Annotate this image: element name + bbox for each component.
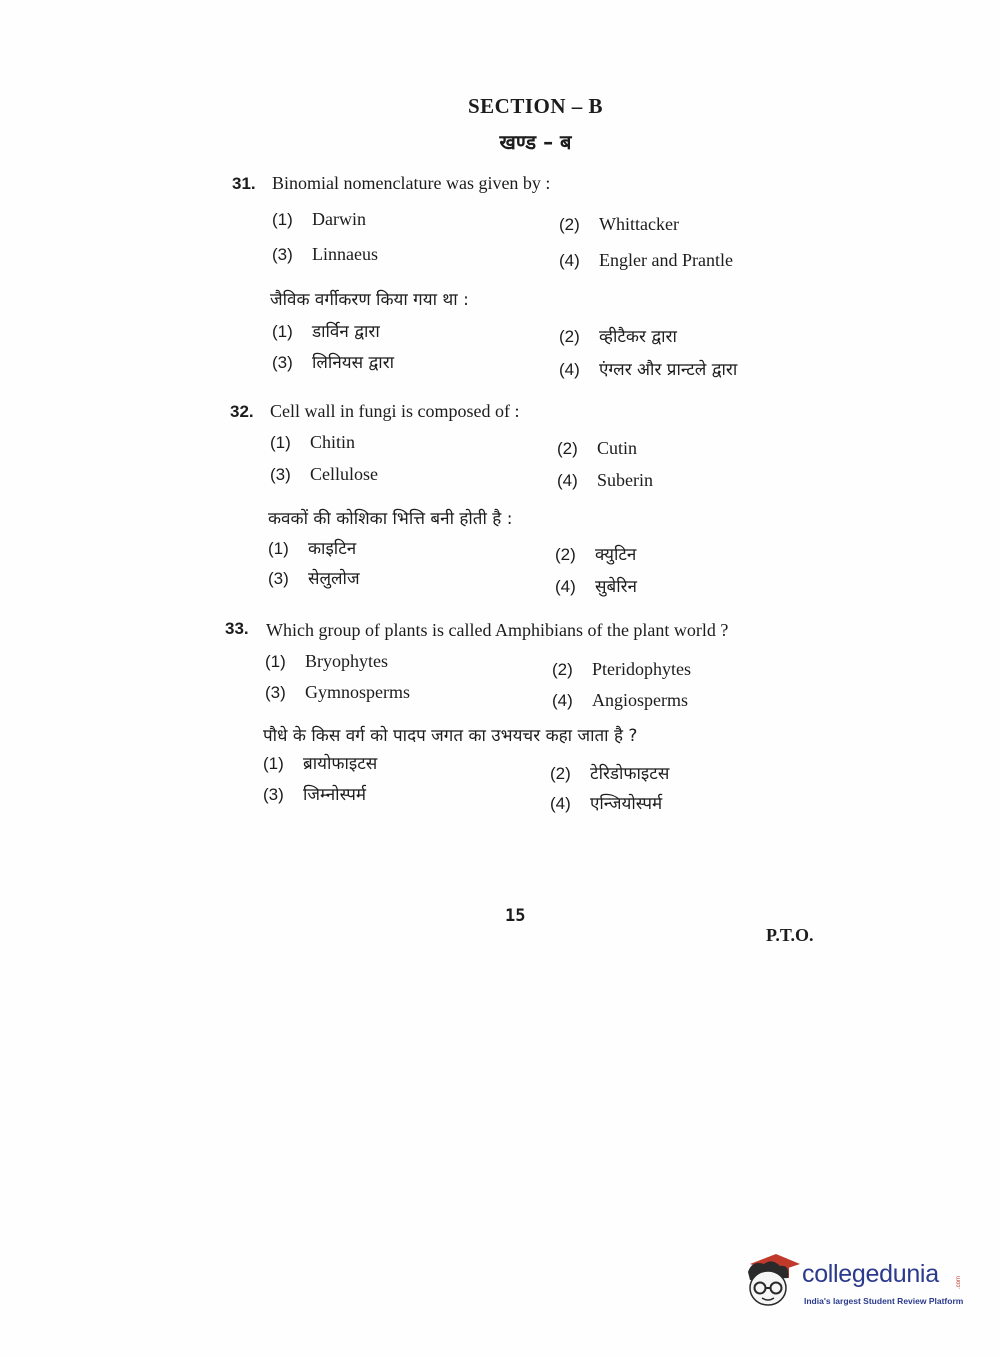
option-text: Bryophytes (305, 651, 388, 671)
option-number: (2) (555, 545, 576, 564)
option-hindi (263, 751, 377, 774)
option-text: सुबेरिन (595, 577, 637, 597)
mascot-icon (742, 1250, 804, 1310)
option-english (559, 214, 679, 235)
option-hindi (268, 536, 356, 559)
question-text-hindi: कवकों की कोशिका भित्ति बनी होती है : (268, 509, 513, 529)
question-number: 31. (232, 174, 256, 193)
option-hindi (272, 350, 394, 373)
option-hindi (263, 782, 366, 805)
option-text: जिम्नोस्पर्म (303, 785, 367, 805)
option-text: काइटिन (308, 539, 357, 559)
option-text: Chitin (310, 432, 356, 452)
option-english (552, 659, 691, 680)
option-english (270, 432, 355, 453)
option-number: (4) (557, 471, 578, 490)
option-text: Angiosperms (592, 690, 688, 710)
brand-tagline: India's largest Student Review Platform (804, 1296, 964, 1306)
option-number: (2) (559, 215, 580, 234)
option-text: Engler and Prantle (599, 250, 733, 270)
section-title-hindi: खण्ड – ब (499, 130, 572, 154)
option-number: (1) (272, 210, 293, 229)
option-number: (4) (555, 577, 576, 596)
option-hindi (550, 761, 669, 784)
option-hindi (555, 574, 637, 597)
option-text: टेरिडोफाइटस (590, 764, 670, 784)
option-english (552, 690, 688, 711)
option-text: Pteridophytes (592, 659, 691, 679)
option-number: (1) (263, 754, 284, 773)
option-hindi (559, 357, 737, 380)
option-text: Darwin (312, 209, 366, 229)
option-number: (1) (272, 322, 293, 341)
option-number: (3) (265, 683, 286, 702)
option-english (272, 209, 366, 230)
option-text: Cellulose (310, 464, 378, 484)
question-text-english: Cell wall in fungi is composed of : (270, 401, 520, 421)
option-text: लिनियस द्वारा (312, 353, 395, 373)
option-number: (4) (550, 794, 571, 813)
option-hindi (550, 791, 662, 814)
option-number: (4) (552, 691, 573, 710)
option-number: (4) (559, 360, 580, 379)
question-text-hindi: जैविक वर्गीकरण किया गया था : (270, 290, 469, 310)
option-hindi (272, 319, 380, 342)
question-text-english: Binomial nomenclature was given by : (272, 173, 551, 193)
question-number: 33. (225, 619, 249, 638)
option-english (265, 651, 388, 672)
option-hindi (268, 566, 360, 589)
option-english (557, 438, 637, 459)
option-english (557, 470, 653, 491)
collegedunia-logo (742, 1250, 972, 1310)
option-text: Suberin (597, 470, 653, 490)
brand-suffix: .com (956, 1276, 962, 1290)
option-number: (3) (263, 785, 284, 804)
option-number: (2) (552, 660, 573, 679)
option-text: एंग्लर और प्रान्टले द्वारा (599, 360, 738, 380)
option-text: सेलुलोज (308, 569, 360, 589)
option-number: (2) (557, 439, 578, 458)
option-english (265, 682, 410, 703)
question-number: 32. (230, 402, 254, 421)
section-title-english: SECTION – B (467, 94, 604, 118)
option-text: क्युटिन (595, 545, 637, 565)
option-text: डार्विन द्वारा (312, 322, 380, 342)
option-number: (3) (272, 245, 293, 264)
question-text-english: Which group of plants is called Amphibians of the plant world ? (266, 620, 729, 640)
option-text: व्हीटैकर द्वारा (599, 327, 677, 347)
option-text: Cutin (597, 438, 638, 458)
question-text-hindi: पौधे के किस वर्ग को पादप जगत का उभयचर कहा जाता है ? (263, 726, 638, 746)
option-hindi (559, 324, 677, 347)
option-number: (4) (559, 251, 580, 270)
option-number: (1) (270, 433, 291, 452)
option-english (559, 250, 733, 271)
page-number: 15 (505, 906, 526, 926)
option-number: (1) (265, 652, 286, 671)
option-text: एन्जियोस्पर्म (590, 794, 663, 814)
option-number: (1) (268, 539, 289, 558)
option-text: Whittacker (599, 214, 679, 234)
brand-name: collegedunia (802, 1260, 939, 1288)
option-text: Gymnosperms (305, 682, 410, 702)
pto-label: P.T.O. (766, 925, 814, 945)
option-number: (3) (272, 353, 293, 372)
option-english (270, 464, 378, 485)
option-number: (3) (270, 465, 291, 484)
option-number: (2) (559, 327, 580, 346)
option-english (272, 244, 378, 265)
option-number: (2) (550, 764, 571, 783)
option-hindi (555, 542, 636, 565)
option-text: ब्रायोफाइटस (303, 754, 378, 774)
option-text: Linnaeus (312, 244, 378, 264)
option-number: (3) (268, 569, 289, 588)
